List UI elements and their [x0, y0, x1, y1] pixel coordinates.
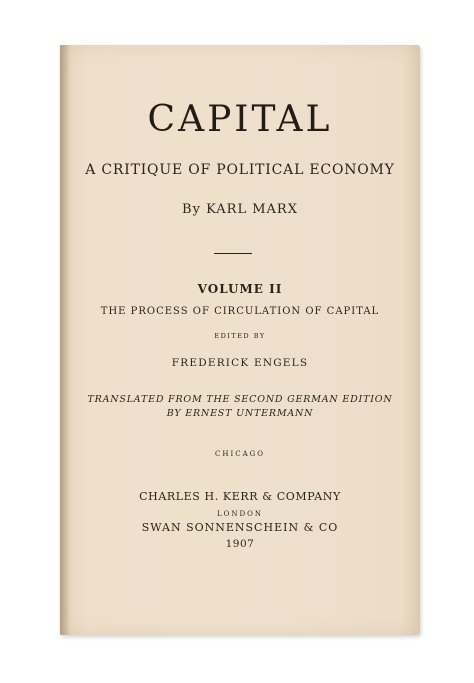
publisher-name-1: CHARLES H. KERR & COMPANY [139, 490, 341, 503]
publication-year: 1907 [225, 538, 255, 550]
volume-label: VOLUME II [197, 282, 283, 296]
translation-note-line-2: BY ERNEST UNTERMANN [166, 408, 314, 419]
volume-subtitle: THE PROCESS OF CIRCULATION OF CAPITAL [100, 306, 380, 317]
author-line: By KARL MARX [182, 202, 298, 217]
title-page [60, 45, 420, 635]
translation-note-line-1: TRANSLATED FROM THE SECOND GERMAN EDITION [87, 394, 393, 405]
divider-rule [214, 253, 252, 254]
edited-by-label: EDITED BY [214, 332, 266, 340]
publisher-city-london: LONDON [217, 510, 263, 518]
book-title: CAPITAL [147, 99, 333, 140]
book-subtitle: A CRITIQUE OF POLITICAL ECONOMY [85, 162, 395, 178]
publisher-city-chicago: CHICAGO [215, 450, 265, 458]
publisher-name-2: SWAN SONNENSCHEIN & CO [141, 521, 339, 534]
editor-name: FREDERICK ENGELS [171, 357, 309, 369]
